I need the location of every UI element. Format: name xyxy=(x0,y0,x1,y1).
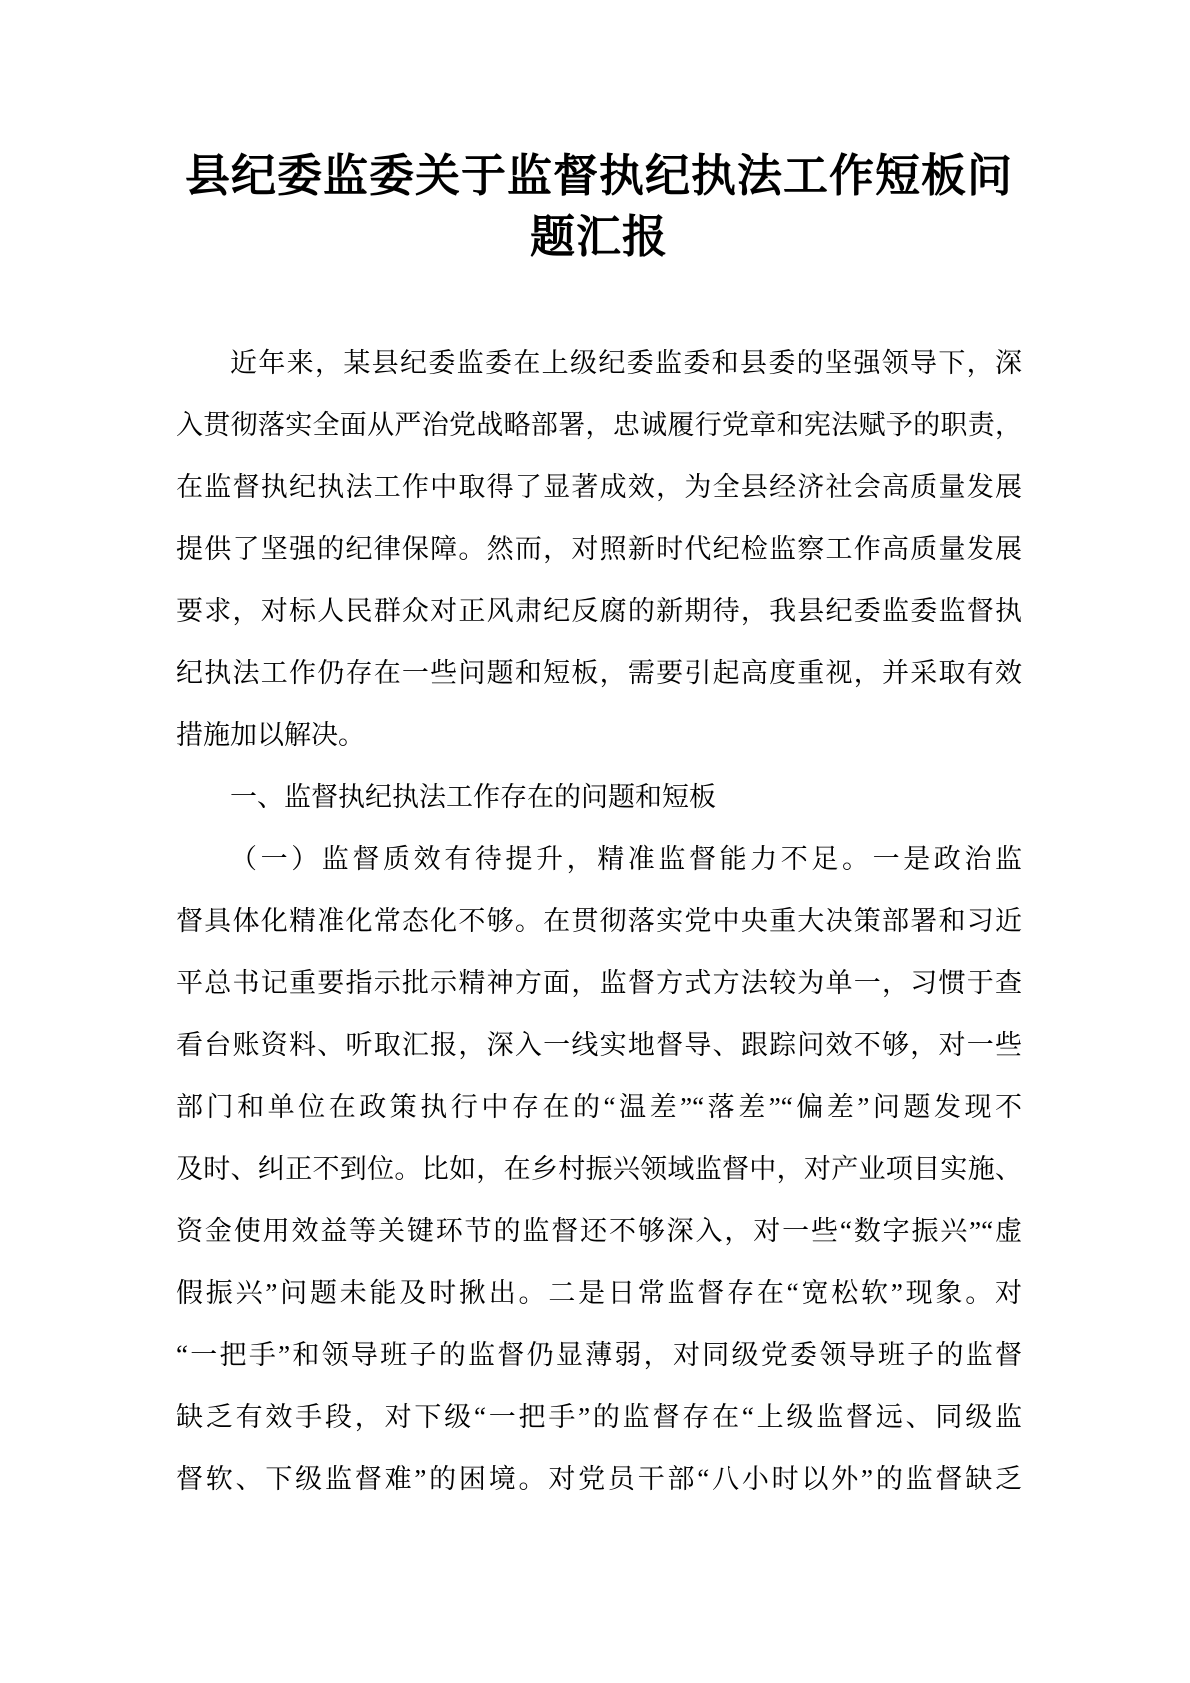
paragraph-section1-1-line: 督软、下级监督难”的困境。对党员干部“八小时以外”的监督缺乏 xyxy=(176,1464,1022,1494)
document-body xyxy=(176,332,1022,1510)
paragraph-section1-1 xyxy=(176,828,1022,1510)
document-title xyxy=(176,145,1022,267)
paragraph-intro-line: 近年来，某县纪委监委在上级纪委监委和县委的坚强领导下，深 xyxy=(230,348,1022,378)
paragraph-intro-line: 提供了坚强的纪律保障。然而，对照新时代纪检监察工作高质量发展 xyxy=(176,534,1022,564)
section-heading-1-text: 一、监督执纪执法工作存在的问题和短板 xyxy=(230,782,716,812)
paragraph-section1-1-line: 资金使用效益等关键环节的监督还不够深入，对一些“数字振兴”“虚 xyxy=(176,1216,1022,1246)
paragraph-section1-1-line: “一把手”和领导班子的监督仍显薄弱，对同级党委领导班子的监督 xyxy=(176,1340,1022,1370)
document-title-line-1: 县纪委监委关于监督执纪执法工作短板问 xyxy=(184,150,1013,201)
paragraph-intro-line: 入贯彻落实全面从严治党战略部署，忠诚履行党章和宪法赋予的职责， xyxy=(176,410,1022,440)
document-title-line-2: 题汇报 xyxy=(529,211,668,262)
paragraph-intro xyxy=(176,332,1022,766)
paragraph-section1-1-line: 及时、纠正不到位。比如，在乡村振兴领域监督中，对产业项目实施、 xyxy=(176,1154,1022,1184)
section-heading-1 xyxy=(176,766,1022,828)
paragraph-intro-line: 措施加以解决。 xyxy=(176,720,365,750)
paragraph-intro-line: 要求，对标人民群众对正风肃纪反腐的新期待，我县纪委监委监督执 xyxy=(176,596,1022,626)
paragraph-section1-1-line: 假振兴”问题未能及时揪出。二是日常监督存在“宽松软”现象。对 xyxy=(176,1278,1022,1308)
paragraph-section1-1-line: 部门和单位在政策执行中存在的“温差”“落差”“偏差”问题发现不 xyxy=(176,1092,1022,1122)
paragraph-section1-1-line: 平总书记重要指示批示精神方面，监督方式方法较为单一，习惯于查 xyxy=(176,968,1022,998)
paragraph-section1-1-line: （一）监督质效有待提升，精准监督能力不足。一是政治监 xyxy=(230,844,1022,874)
paragraph-section1-1-line: 看台账资料、听取汇报，深入一线实地督导、跟踪问效不够，对一些 xyxy=(176,1030,1022,1060)
paragraph-section1-1-line: 督具体化精准化常态化不够。在贯彻落实党中央重大决策部署和习近 xyxy=(176,906,1022,936)
paragraph-intro-line: 纪执法工作仍存在一些问题和短板，需要引起高度重视，并采取有效 xyxy=(176,658,1022,688)
paragraph-section1-1-line: 缺乏有效手段，对下级“一把手”的监督存在“上级监督远、同级监 xyxy=(176,1402,1022,1432)
paragraph-intro-line: 在监督执纪执法工作中取得了显著成效，为全县经济社会高质量发展 xyxy=(176,472,1022,502)
